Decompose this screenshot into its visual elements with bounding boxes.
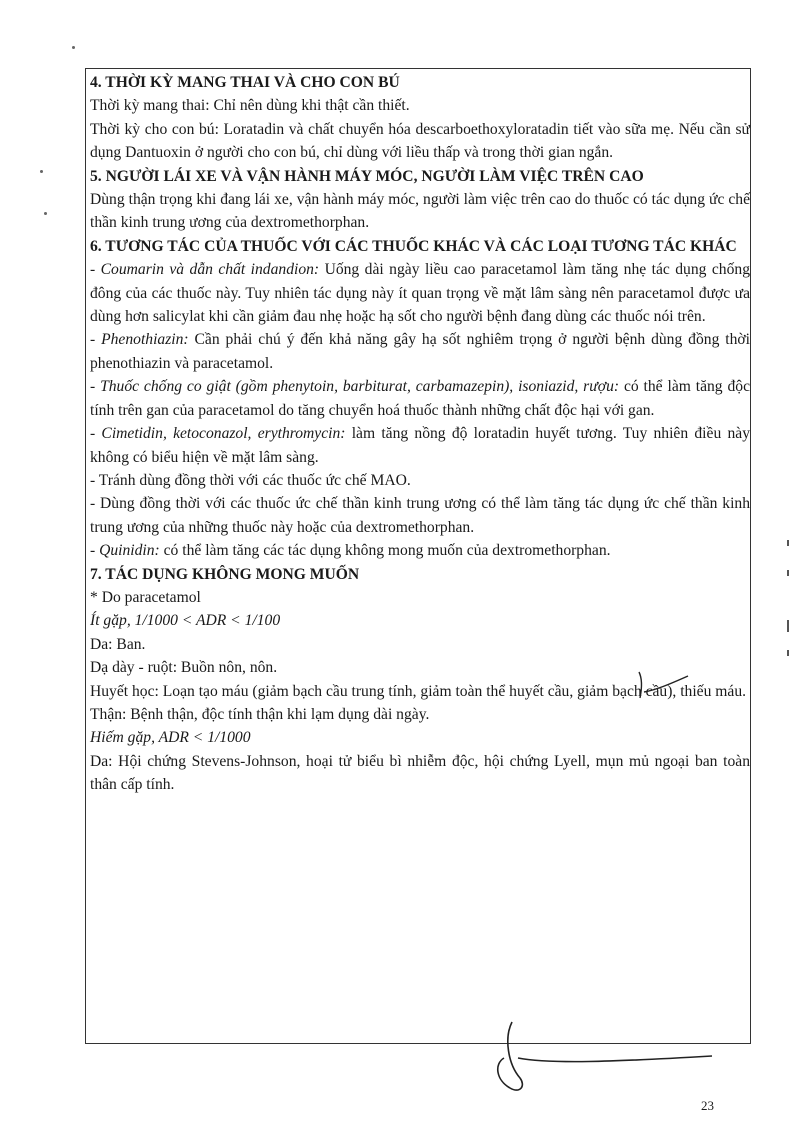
paragraph (90, 328, 750, 375)
paragraph-text: Cần phải chú ý đến khả năng gây hạ sốt nghiêm trọng ở người bệnh dùng đồng thời phenothiazin và paracetamol. (90, 331, 750, 372)
margin-tick (787, 650, 789, 656)
page-number: 23 (701, 1098, 714, 1113)
paragraph: Thời kỳ mang thai: Chỉ nên dùng khi thật cần thiết. (90, 97, 410, 115)
italic-lead: - Thuốc chống co giật (gồm phenytoin, barbiturat, carbamazepin), isoniazid, rượu: (90, 378, 620, 396)
heading-section-4: 4. THỜI KỲ MANG THAI VÀ CHO CON BÚ (90, 74, 400, 91)
paragraph: * Do paracetamol (90, 588, 201, 606)
paragraph: - Tránh dùng đồng thời với các thuốc ức chế MAO. (90, 471, 411, 489)
paragraph: Da: Ban. (90, 635, 146, 653)
paragraph-text: có thể làm tăng độc tính trên gan của paracetamol do tăng chuyển hoá thuốc thành những chất độc hại với gan. (90, 378, 750, 419)
paragraph: Da: Hội chứng Stevens-Johnson, hoại tử biểu bì nhiễm độc, hội chứng Lyell, mụn mủ ngoại ban toàn thân cấp tính. (90, 752, 750, 794)
paragraph: Thời kỳ cho con bú: Loratadin và chất chuyển hóa descarboethoxyloratadin tiết vào sữa mẹ. Nếu cần sử dụng Dantuoxin ở người cho con bú, chỉ dùng với liều thấp và trong thời gian ngắn. (90, 120, 750, 162)
italic-lead: - Quinidin: (90, 542, 160, 560)
scan-speck (44, 212, 47, 215)
paragraph: Dùng thận trọng khi đang lái xe, vận hành máy móc, người làm việc trên cao do thuốc có tác dụng ức chế thần kinh trung ương của dextromethorphan. (90, 191, 750, 232)
paragraph-text: Uống dài ngày liều cao paracetamol làm tăng nhẹ tác dụng chống đông của các thuốc này. Tuy nhiên tác dụng này ít quan trọng về mặt lâm sàng nên paracetamol được ưa dùng hơn salicylat khi cần giảm đau nhẹ hoặc hạ sốt cho người bệnh đang dùng các thuốc nói trên. (90, 261, 750, 326)
signature-icon (490, 1018, 720, 1098)
paragraph-text: làm tăng nồng độ loratadin huyết tương. Tuy nhiên điều này không có biểu hiện về mặt lâm sàng. (90, 425, 750, 466)
frequency-label: Hiếm gặp, ADR < 1/1000 (90, 729, 251, 747)
paragraph: - Dùng đồng thời với các thuốc ức chế thần kinh trung ương có thể làm tăng tác dụng ức chế thần kinh trung ương của những thuốc này hoặc của dextromethorphan. (90, 495, 750, 536)
scan-speck (40, 170, 43, 173)
paragraph: Huyết học: Loạn tạo máu (giảm bạch cầu trung tính, giảm toàn thể huyết cầu, giảm bạch cầu), thiếu máu. (90, 682, 747, 700)
paragraph-text: có thể làm tăng các tác dụng không mong muốn của dextromethorphan. (159, 542, 611, 560)
paragraph (90, 375, 750, 422)
paragraph (90, 422, 750, 469)
paragraph (90, 539, 750, 562)
margin-tick (787, 570, 789, 576)
paragraph: Dạ dày - ruột: Buồn nôn, nôn. (90, 659, 278, 677)
paragraph: Thận: Bệnh thận, độc tính thận khi lạm dụng dài ngày. (90, 705, 430, 723)
heading-section-7: 7. TÁC DỤNG KHÔNG MONG MUỐN (90, 565, 360, 583)
italic-lead: - Coumarin và dẫn chất indandion: (90, 261, 320, 279)
margin-tick (787, 540, 789, 546)
handwritten-mark-icon (636, 670, 696, 702)
heading-section-6: 6. TƯƠNG TÁC CỦA THUỐC VỚI CÁC THUỐC KHÁC VÀ CÁC LOẠI TƯƠNG TÁC KHÁC (90, 237, 737, 255)
frequency-label: Ít gặp, 1/1000 < ADR < 1/100 (90, 612, 281, 630)
italic-lead: - Cimetidin, ketoconazol, erythromycin: (90, 425, 346, 443)
margin-tick (787, 620, 789, 632)
italic-lead: - Phenothiazin: (90, 331, 189, 349)
paragraph (90, 258, 750, 328)
scan-speck (72, 46, 75, 49)
heading-section-5: 5. NGƯỜI LÁI XE VÀ VẬN HÀNH MÁY MÓC, NGƯỜI LÀM VIỆC TRÊN CAO (90, 167, 644, 185)
